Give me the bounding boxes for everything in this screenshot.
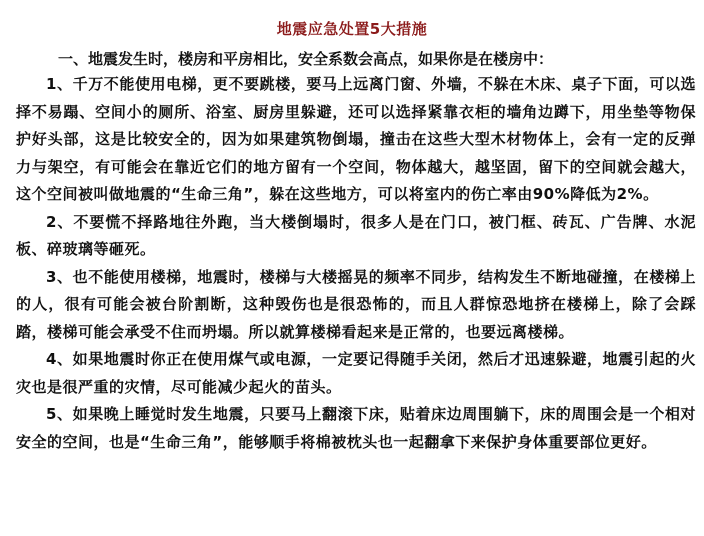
document-body xyxy=(16,71,696,456)
paragraph-3: 3、也不能使用楼梯，地震时，楼梯与大楼摇晃的频率不同步，结构发生不断地碰撞，在楼梯上的人，很有可能会被台阶割断，这种毁伤也是很恐怖的，而且人群惊恐地挤在楼梯上，除了会踩踏，楼梯可能会承受不住而坍塌。所以就算楼梯看起来是正常的，也要远离楼梯。 xyxy=(16,267,696,341)
paragraph-2: 2、不要慌不择路地往外跑，当大楼倒塌时，很多人是在门口，被门框、砖瓦、广告牌、水泥板、碎玻璃等砸死。 xyxy=(16,212,696,258)
paragraph-5: 5、如果晚上睡觉时发生地震，只要马上翻滚下床，贴着床边周围躺下，床的周围会是一个相对安全的空间，也是“生命三角”，能够顺手将棉被枕头也一起翻拿下来保护身体重要部位更好。 xyxy=(16,405,696,451)
document-title: 地震应急处置5大措施 xyxy=(276,20,428,38)
paragraph-4: 4、如果地震时你正在使用煤气或电源，一定要记得随手关闭，然后才迅速躲避，地震引起的火灾也是很严重的灾情，尽可能减少起火的苗头。 xyxy=(16,350,696,396)
intro-line: 一、地震发生时，楼房和平房相比，安全系数会高点，如果你是在楼房中： xyxy=(58,50,554,68)
paragraph-1: 1、千万不能使用电梯，更不要跳楼，要马上远离门窗、外墙，不躲在木床、桌子下面，可以选择不易蹋、空间小的厕所、浴室、厨房里躲避，还可以选择紧靠衣柜的墙角边蹲下，用坐垫等物保护好头部，这是比较安全的，因为如果建筑物倒塌，撞击在这些大型木材物体上，会有一定的反弹力与架空，有可能会在靠近它们的地方留有一个空间，物体越大，越坚固，留下的空间就会越大，这个空间被叫做地震的“生命三角”，躲在这些地方，可以将室内的伤亡率由90%降低为2%。 xyxy=(16,75,696,203)
